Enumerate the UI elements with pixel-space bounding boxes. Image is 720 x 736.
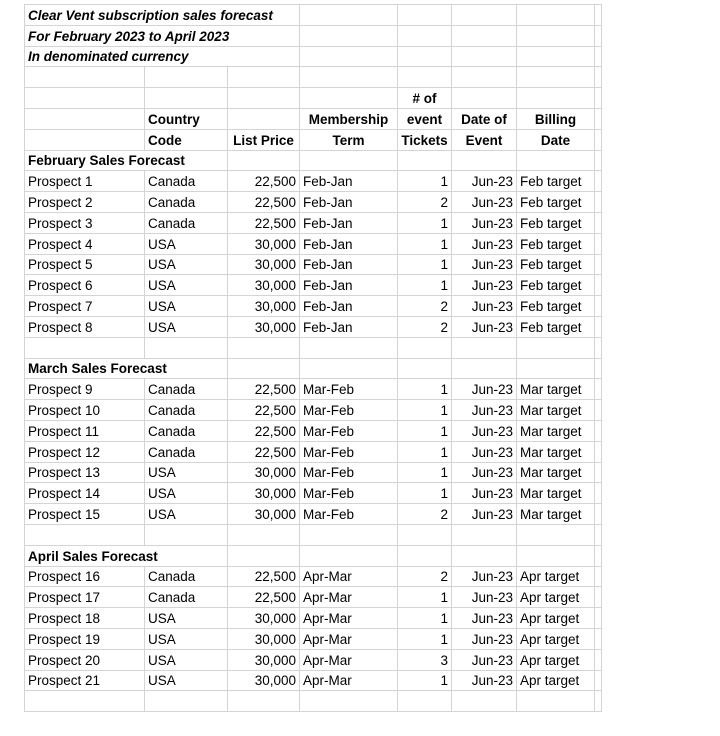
empty-cell[interactable]: [595, 649, 602, 670]
event-tickets-cell[interactable]: 2: [398, 504, 452, 525]
empty-cell[interactable]: [452, 545, 517, 566]
empty-cell[interactable]: [517, 545, 595, 566]
prospect-name-cell[interactable]: Prospect 14: [25, 483, 145, 504]
empty-cell[interactable]: [228, 108, 300, 129]
event-date-cell[interactable]: Jun-23: [452, 566, 517, 587]
empty-cell[interactable]: [300, 358, 398, 379]
membership-term-cell[interactable]: Mar-Feb: [300, 400, 398, 421]
event-tickets-cell[interactable]: 1: [398, 462, 452, 483]
empty-cell[interactable]: [228, 150, 300, 171]
empty-cell[interactable]: [25, 88, 145, 109]
billing-date-cell[interactable]: Mar target: [517, 483, 595, 504]
list-price-cell[interactable]: 30,000: [228, 296, 300, 317]
header-term-top[interactable]: Membership: [300, 108, 398, 129]
table-row: [25, 275, 602, 296]
event-date-cell[interactable]: Jun-23: [452, 670, 517, 691]
blank-row: [25, 524, 602, 545]
empty-cell[interactable]: [595, 400, 602, 421]
empty-cell[interactable]: [145, 67, 228, 88]
blank-row: [25, 691, 602, 712]
country-code-cell[interactable]: USA: [145, 608, 228, 629]
table-row: [25, 504, 602, 525]
empty-cell[interactable]: [595, 628, 602, 649]
prospect-name-cell[interactable]: Prospect 16: [25, 566, 145, 587]
empty-cell[interactable]: [517, 88, 595, 109]
membership-term-cell[interactable]: Feb-Jan: [300, 275, 398, 296]
membership-term-cell[interactable]: Feb-Jan: [300, 192, 398, 213]
table-row: [25, 379, 602, 400]
empty-cell[interactable]: [25, 524, 145, 545]
country-code-cell[interactable]: USA: [145, 254, 228, 275]
empty-cell[interactable]: [145, 337, 228, 358]
empty-cell[interactable]: [452, 691, 517, 712]
billing-date-cell[interactable]: Feb target: [517, 192, 595, 213]
prospect-name-cell[interactable]: Prospect 10: [25, 400, 145, 421]
empty-cell[interactable]: [595, 88, 602, 109]
event-date-cell[interactable]: Jun-23: [452, 254, 517, 275]
event-tickets-cell[interactable]: 1: [398, 400, 452, 421]
prospect-name-cell[interactable]: Prospect 21: [25, 670, 145, 691]
table-row: [25, 628, 602, 649]
table-row: [25, 400, 602, 421]
billing-date-cell[interactable]: Mar target: [517, 441, 595, 462]
table-row: [25, 254, 602, 275]
empty-cell[interactable]: [452, 524, 517, 545]
header-billing-bottom[interactable]: Date: [517, 129, 595, 150]
empty-cell[interactable]: [595, 129, 602, 150]
event-tickets-cell[interactable]: 2: [398, 192, 452, 213]
empty-cell[interactable]: [300, 524, 398, 545]
event-tickets-cell[interactable]: 1: [398, 275, 452, 296]
list-price-cell[interactable]: 30,000: [228, 254, 300, 275]
empty-cell[interactable]: [398, 5, 452, 26]
empty-cell[interactable]: [228, 691, 300, 712]
membership-term-cell[interactable]: Mar-Feb: [300, 441, 398, 462]
empty-cell[interactable]: [595, 46, 602, 67]
empty-cell[interactable]: [452, 25, 517, 46]
empty-cell[interactable]: [595, 420, 602, 441]
prospect-name-cell[interactable]: Prospect 15: [25, 504, 145, 525]
event-tickets-cell[interactable]: 2: [398, 566, 452, 587]
empty-cell[interactable]: [517, 691, 595, 712]
header-list-price[interactable]: List Price: [228, 129, 300, 150]
empty-cell[interactable]: [300, 5, 398, 26]
empty-cell[interactable]: [517, 67, 595, 88]
prospect-name-cell[interactable]: Prospect 7: [25, 296, 145, 317]
prospect-name-cell[interactable]: Prospect 18: [25, 608, 145, 629]
event-tickets-cell[interactable]: 1: [398, 379, 452, 400]
empty-cell[interactable]: [595, 441, 602, 462]
prospect-name-cell[interactable]: Prospect 5: [25, 254, 145, 275]
event-date-cell[interactable]: Jun-23: [452, 192, 517, 213]
empty-cell[interactable]: [595, 545, 602, 566]
empty-cell[interactable]: [145, 88, 228, 109]
country-code-cell[interactable]: USA: [145, 316, 228, 337]
empty-cell[interactable]: [452, 337, 517, 358]
empty-cell[interactable]: [300, 25, 398, 46]
event-date-cell[interactable]: Jun-23: [452, 587, 517, 608]
table-row: [25, 608, 602, 629]
billing-date-cell[interactable]: Feb target: [517, 171, 595, 192]
empty-cell[interactable]: [517, 25, 595, 46]
billing-date-cell[interactable]: Mar target: [517, 379, 595, 400]
empty-cell[interactable]: [595, 150, 602, 171]
empty-cell[interactable]: [595, 108, 602, 129]
billing-date-cell[interactable]: Feb target: [517, 212, 595, 233]
table-row: [25, 566, 602, 587]
event-tickets-cell[interactable]: 1: [398, 171, 452, 192]
billing-date-cell[interactable]: Apr target: [517, 566, 595, 587]
country-code-cell[interactable]: Canada: [145, 441, 228, 462]
table-row: [25, 420, 602, 441]
country-code-cell[interactable]: USA: [145, 275, 228, 296]
event-date-cell[interactable]: Jun-23: [452, 171, 517, 192]
empty-cell[interactable]: [595, 566, 602, 587]
table-row: [25, 649, 602, 670]
country-code-cell[interactable]: USA: [145, 483, 228, 504]
list-price-cell[interactable]: 22,500: [228, 379, 300, 400]
empty-cell[interactable]: [452, 46, 517, 67]
empty-cell[interactable]: [595, 25, 602, 46]
table-row: [25, 171, 602, 192]
membership-term-cell[interactable]: Mar-Feb: [300, 379, 398, 400]
empty-cell[interactable]: [300, 88, 398, 109]
billing-date-cell[interactable]: Apr target: [517, 628, 595, 649]
billing-date-cell[interactable]: Apr target: [517, 608, 595, 629]
event-tickets-cell[interactable]: 1: [398, 483, 452, 504]
billing-date-cell[interactable]: Mar target: [517, 400, 595, 421]
header-country-top[interactable]: Country: [145, 108, 228, 129]
header-billing-top[interactable]: Billing: [517, 108, 595, 129]
table-row: [25, 483, 602, 504]
empty-cell[interactable]: [398, 67, 452, 88]
event-tickets-cell[interactable]: 1: [398, 441, 452, 462]
membership-term-cell[interactable]: Feb-Jan: [300, 316, 398, 337]
list-price-cell[interactable]: 30,000: [228, 649, 300, 670]
empty-cell[interactable]: [25, 337, 145, 358]
list-price-cell[interactable]: 22,500: [228, 420, 300, 441]
membership-term-cell[interactable]: Mar-Feb: [300, 462, 398, 483]
event-tickets-cell[interactable]: 2: [398, 316, 452, 337]
empty-cell[interactable]: [595, 192, 602, 213]
empty-cell[interactable]: [595, 171, 602, 192]
empty-cell[interactable]: [228, 337, 300, 358]
title-line-2[interactable]: For February 2023 to April 2023: [25, 25, 300, 46]
section-title[interactable]: March Sales Forecast: [25, 358, 228, 379]
empty-cell[interactable]: [595, 316, 602, 337]
membership-term-cell[interactable]: Apr-Mar: [300, 649, 398, 670]
empty-cell[interactable]: [595, 296, 602, 317]
header-tickets-mid[interactable]: event: [398, 108, 452, 129]
empty-cell[interactable]: [228, 524, 300, 545]
empty-cell[interactable]: [228, 67, 300, 88]
prospect-name-cell[interactable]: Prospect 17: [25, 587, 145, 608]
event-tickets-cell[interactable]: 1: [398, 254, 452, 275]
empty-cell[interactable]: [517, 46, 595, 67]
empty-cell[interactable]: [145, 691, 228, 712]
empty-cell[interactable]: [398, 691, 452, 712]
empty-cell[interactable]: [398, 337, 452, 358]
membership-term-cell[interactable]: Mar-Feb: [300, 420, 398, 441]
membership-term-cell[interactable]: Mar-Feb: [300, 504, 398, 525]
prospect-name-cell[interactable]: Prospect 2: [25, 192, 145, 213]
event-tickets-cell[interactable]: 1: [398, 233, 452, 254]
membership-term-cell[interactable]: Feb-Jan: [300, 254, 398, 275]
header-tickets-top[interactable]: # of: [398, 88, 452, 109]
empty-cell[interactable]: [595, 337, 602, 358]
empty-cell[interactable]: [595, 67, 602, 88]
country-code-cell[interactable]: Canada: [145, 566, 228, 587]
prospect-name-cell[interactable]: Prospect 11: [25, 420, 145, 441]
empty-cell[interactable]: [452, 150, 517, 171]
empty-cell[interactable]: [25, 129, 145, 150]
country-code-cell[interactable]: Canada: [145, 192, 228, 213]
list-price-cell[interactable]: 22,500: [228, 587, 300, 608]
list-price-cell[interactable]: 30,000: [228, 670, 300, 691]
title-line-3[interactable]: In denominated currency: [25, 46, 300, 67]
billing-date-cell[interactable]: Feb target: [517, 296, 595, 317]
empty-cell[interactable]: [300, 67, 398, 88]
empty-cell[interactable]: [25, 108, 145, 129]
billing-date-cell[interactable]: Feb target: [517, 233, 595, 254]
table-row: [25, 316, 602, 337]
title-row: [25, 5, 602, 26]
table-row: [25, 192, 602, 213]
list-price-cell[interactable]: 30,000: [228, 233, 300, 254]
list-price-cell[interactable]: 22,500: [228, 566, 300, 587]
event-date-cell[interactable]: Jun-23: [452, 296, 517, 317]
membership-term-cell[interactable]: Feb-Jan: [300, 171, 398, 192]
prospect-name-cell[interactable]: Prospect 9: [25, 379, 145, 400]
billing-date-cell[interactable]: Mar target: [517, 462, 595, 483]
list-price-cell[interactable]: 22,500: [228, 400, 300, 421]
billing-date-cell[interactable]: Feb target: [517, 275, 595, 296]
section-header-row: [25, 545, 602, 566]
event-tickets-cell[interactable]: 1: [398, 587, 452, 608]
event-date-cell[interactable]: Jun-23: [452, 608, 517, 629]
country-code-cell[interactable]: Canada: [145, 379, 228, 400]
membership-term-cell[interactable]: Apr-Mar: [300, 566, 398, 587]
empty-cell[interactable]: [595, 587, 602, 608]
country-code-cell[interactable]: USA: [145, 628, 228, 649]
event-date-cell[interactable]: Jun-23: [452, 275, 517, 296]
empty-cell[interactable]: [452, 358, 517, 379]
table-row: [25, 233, 602, 254]
event-tickets-cell[interactable]: 1: [398, 670, 452, 691]
list-price-cell[interactable]: 30,000: [228, 483, 300, 504]
header-date-top[interactable]: Date of: [452, 108, 517, 129]
empty-cell[interactable]: [398, 46, 452, 67]
billing-date-cell[interactable]: Feb target: [517, 316, 595, 337]
empty-cell[interactable]: [595, 483, 602, 504]
list-price-cell[interactable]: 30,000: [228, 316, 300, 337]
membership-term-cell[interactable]: Apr-Mar: [300, 670, 398, 691]
event-date-cell[interactable]: Jun-23: [452, 462, 517, 483]
event-tickets-cell[interactable]: 1: [398, 212, 452, 233]
empty-cell[interactable]: [517, 524, 595, 545]
empty-cell[interactable]: [517, 358, 595, 379]
membership-term-cell[interactable]: Apr-Mar: [300, 608, 398, 629]
prospect-name-cell[interactable]: Prospect 8: [25, 316, 145, 337]
empty-cell[interactable]: [517, 5, 595, 26]
empty-cell[interactable]: [595, 462, 602, 483]
list-price-cell[interactable]: 30,000: [228, 275, 300, 296]
membership-term-cell[interactable]: Apr-Mar: [300, 587, 398, 608]
event-tickets-cell[interactable]: 3: [398, 649, 452, 670]
prospect-name-cell[interactable]: Prospect 20: [25, 649, 145, 670]
event-date-cell[interactable]: Jun-23: [452, 504, 517, 525]
blank-row: [25, 337, 602, 358]
event-date-cell[interactable]: Jun-23: [452, 441, 517, 462]
empty-cell[interactable]: [595, 670, 602, 691]
event-date-cell[interactable]: Jun-23: [452, 233, 517, 254]
empty-cell[interactable]: [595, 358, 602, 379]
list-price-cell[interactable]: 30,000: [228, 462, 300, 483]
country-code-cell[interactable]: Canada: [145, 212, 228, 233]
country-code-cell[interactable]: USA: [145, 296, 228, 317]
empty-cell[interactable]: [398, 150, 452, 171]
membership-term-cell[interactable]: Feb-Jan: [300, 212, 398, 233]
event-date-cell[interactable]: Jun-23: [452, 649, 517, 670]
empty-cell[interactable]: [300, 545, 398, 566]
event-tickets-cell[interactable]: 1: [398, 420, 452, 441]
event-date-cell[interactable]: Jun-23: [452, 379, 517, 400]
header-tickets-bottom[interactable]: Tickets: [398, 129, 452, 150]
empty-cell[interactable]: [452, 67, 517, 88]
table-row: [25, 441, 602, 462]
empty-cell[interactable]: [398, 524, 452, 545]
header-row-3: [25, 129, 602, 150]
empty-cell[interactable]: [228, 88, 300, 109]
empty-cell[interactable]: [145, 524, 228, 545]
event-date-cell[interactable]: Jun-23: [452, 483, 517, 504]
billing-date-cell[interactable]: Feb target: [517, 254, 595, 275]
empty-cell[interactable]: [300, 337, 398, 358]
header-date-bottom[interactable]: Event: [452, 129, 517, 150]
table-row: [25, 670, 602, 691]
country-code-cell[interactable]: USA: [145, 462, 228, 483]
prospect-name-cell[interactable]: Prospect 1: [25, 171, 145, 192]
empty-cell[interactable]: [300, 150, 398, 171]
empty-cell[interactable]: [452, 88, 517, 109]
header-row-2: [25, 108, 602, 129]
billing-date-cell[interactable]: Mar target: [517, 504, 595, 525]
empty-cell[interactable]: [25, 67, 145, 88]
country-code-cell[interactable]: USA: [145, 670, 228, 691]
membership-term-cell[interactable]: Mar-Feb: [300, 483, 398, 504]
empty-cell[interactable]: [517, 337, 595, 358]
membership-term-cell[interactable]: Apr-Mar: [300, 628, 398, 649]
list-price-cell[interactable]: 30,000: [228, 628, 300, 649]
event-date-cell[interactable]: Jun-23: [452, 628, 517, 649]
empty-cell[interactable]: [300, 46, 398, 67]
membership-term-cell[interactable]: Feb-Jan: [300, 233, 398, 254]
empty-cell[interactable]: [398, 358, 452, 379]
empty-cell[interactable]: [398, 25, 452, 46]
header-row-1: [25, 88, 602, 109]
empty-cell[interactable]: [595, 691, 602, 712]
table-row: [25, 212, 602, 233]
membership-term-cell[interactable]: Feb-Jan: [300, 296, 398, 317]
section-header-row: [25, 150, 602, 171]
list-price-cell[interactable]: 22,500: [228, 192, 300, 213]
empty-cell[interactable]: [595, 254, 602, 275]
country-code-cell[interactable]: Canada: [145, 171, 228, 192]
billing-date-cell[interactable]: Mar target: [517, 420, 595, 441]
table-row: [25, 587, 602, 608]
billing-date-cell[interactable]: Apr target: [517, 670, 595, 691]
prospect-name-cell[interactable]: Prospect 6: [25, 275, 145, 296]
empty-cell[interactable]: [595, 5, 602, 26]
event-tickets-cell[interactable]: 1: [398, 628, 452, 649]
prospect-name-cell[interactable]: Prospect 13: [25, 462, 145, 483]
country-code-cell[interactable]: USA: [145, 504, 228, 525]
empty-cell[interactable]: [25, 691, 145, 712]
list-price-cell[interactable]: 30,000: [228, 608, 300, 629]
list-price-cell[interactable]: 30,000: [228, 504, 300, 525]
list-price-cell[interactable]: 22,500: [228, 441, 300, 462]
spreadsheet-grid: [24, 4, 602, 712]
empty-cell[interactable]: [228, 545, 300, 566]
empty-cell[interactable]: [595, 212, 602, 233]
empty-cell[interactable]: [452, 5, 517, 26]
country-code-cell[interactable]: USA: [145, 649, 228, 670]
event-tickets-cell[interactable]: 2: [398, 296, 452, 317]
event-tickets-cell[interactable]: 1: [398, 608, 452, 629]
prospect-name-cell[interactable]: Prospect 4: [25, 233, 145, 254]
table-row: [25, 296, 602, 317]
empty-cell[interactable]: [595, 275, 602, 296]
empty-cell[interactable]: [595, 233, 602, 254]
empty-cell[interactable]: [517, 150, 595, 171]
event-date-cell[interactable]: Jun-23: [452, 400, 517, 421]
blank-row: [25, 67, 602, 88]
country-code-cell[interactable]: Canada: [145, 400, 228, 421]
event-date-cell[interactable]: Jun-23: [452, 316, 517, 337]
country-code-cell[interactable]: Canada: [145, 587, 228, 608]
prospect-name-cell[interactable]: Prospect 19: [25, 628, 145, 649]
empty-cell[interactable]: [398, 545, 452, 566]
empty-cell[interactable]: [595, 379, 602, 400]
empty-cell[interactable]: [228, 358, 300, 379]
event-date-cell[interactable]: Jun-23: [452, 420, 517, 441]
title-row: [25, 25, 602, 46]
section-header-row: [25, 358, 602, 379]
title-line-1[interactable]: Clear Vent subscription sales forecast: [25, 5, 300, 26]
country-code-cell[interactable]: USA: [145, 233, 228, 254]
list-price-cell[interactable]: 22,500: [228, 171, 300, 192]
billing-date-cell[interactable]: Apr target: [517, 649, 595, 670]
prospect-name-cell[interactable]: Prospect 12: [25, 441, 145, 462]
event-date-cell[interactable]: Jun-23: [452, 212, 517, 233]
empty-cell[interactable]: [595, 524, 602, 545]
section-title[interactable]: February Sales Forecast: [25, 150, 228, 171]
empty-cell[interactable]: [595, 504, 602, 525]
prospect-name-cell[interactable]: Prospect 3: [25, 212, 145, 233]
list-price-cell[interactable]: 22,500: [228, 212, 300, 233]
section-title[interactable]: April Sales Forecast: [25, 545, 228, 566]
table-row: [25, 462, 602, 483]
empty-cell[interactable]: [300, 691, 398, 712]
billing-date-cell[interactable]: Apr target: [517, 587, 595, 608]
header-term-bottom[interactable]: Term: [300, 129, 398, 150]
title-row: [25, 46, 602, 67]
header-country-bottom[interactable]: Code: [145, 129, 228, 150]
empty-cell[interactable]: [595, 608, 602, 629]
country-code-cell[interactable]: Canada: [145, 420, 228, 441]
